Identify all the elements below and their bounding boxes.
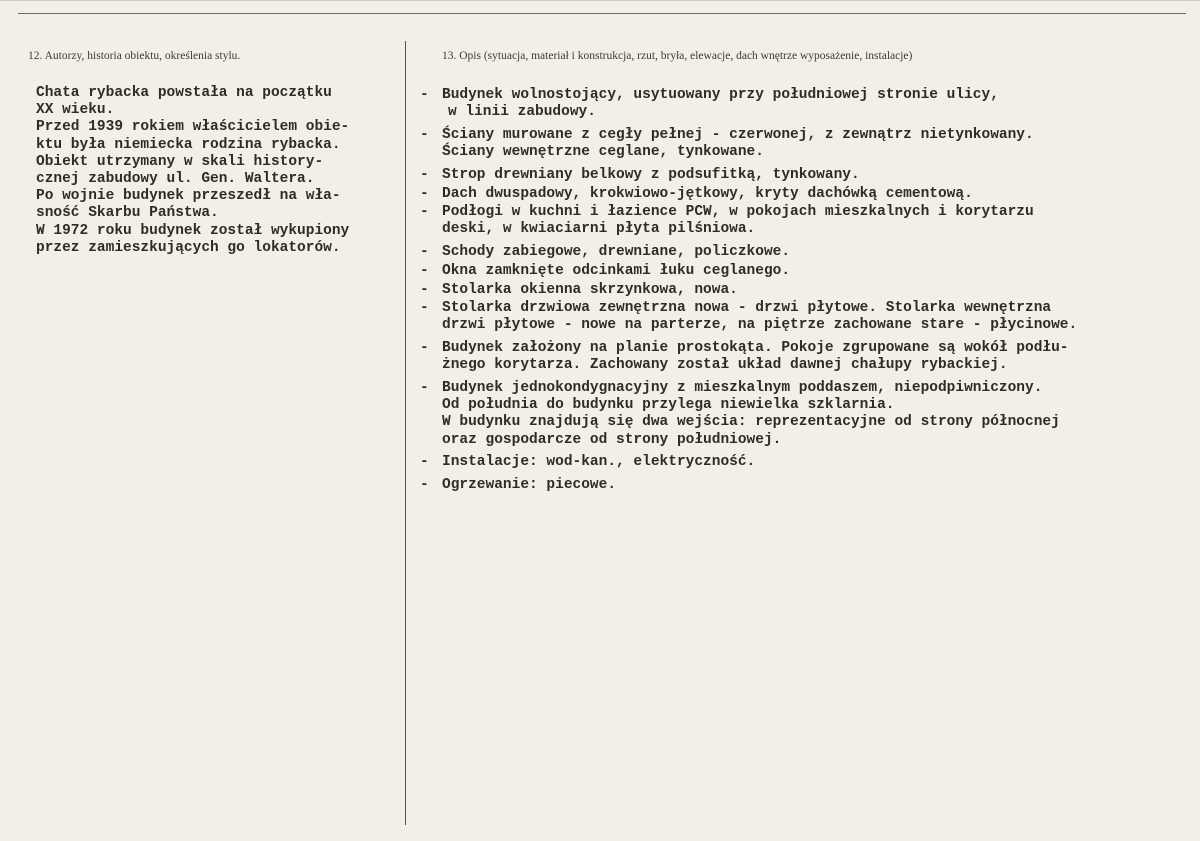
section-12-header: 12. Autorzy, historia obiektu, określenia stylu. bbox=[28, 50, 241, 62]
description-entry bbox=[420, 380, 1190, 449]
entry-line: deski, w kwiaciarni płyta pilśniowa. bbox=[442, 221, 756, 238]
entry-line: żnego korytarza. Zachowany został układ dawnej chałupy rybackiej. bbox=[442, 357, 1008, 374]
dash-bullet: - bbox=[420, 185, 429, 202]
description-entry bbox=[420, 282, 1190, 299]
description-entry bbox=[420, 300, 1190, 334]
description-entry bbox=[420, 454, 1190, 471]
history-line: cznej zabudowy ul. Gen. Waltera. bbox=[36, 171, 315, 188]
history-line: Obiekt utrzymany w skali history- bbox=[36, 153, 324, 170]
entry-line: Strop drewniany belkowy z podsufitką, tynkowany. bbox=[442, 166, 860, 183]
dash-bullet: - bbox=[420, 262, 429, 279]
entry-line: Dach dwuspadowy, krokwiowo-jętkowy, kryty dachówką cementową. bbox=[442, 185, 973, 202]
history-line: XX wieku. bbox=[36, 102, 115, 119]
dash-bullet: - bbox=[420, 166, 429, 183]
entry-line: Od południa do budynku przylega niewielka szklarnia. bbox=[442, 397, 895, 414]
dash-bullet: - bbox=[420, 126, 429, 143]
entry-line: Podłogi w kuchni i łazience PCW, w pokojach mieszkalnych i korytarzu bbox=[442, 204, 1034, 221]
description-entry bbox=[420, 244, 1190, 261]
history-line: ktu była niemiecka rodzina rybacka. bbox=[36, 136, 341, 153]
description-entry bbox=[420, 340, 1190, 374]
dash-bullet: - bbox=[420, 340, 429, 357]
description-entry bbox=[420, 167, 1190, 184]
entry-line: drzwi płytowe - nowe na parterze, na piętrze zachowane stare - płycinowe. bbox=[442, 317, 1078, 334]
history-line: W 1972 roku budynek został wykupiony bbox=[36, 222, 350, 239]
description-entry bbox=[420, 263, 1190, 280]
entry-line: Budynek jednokondygnacyjny z mieszkalnym poddaszem, niepodpiwniczony. bbox=[442, 380, 1043, 397]
entry-line: Stolarka okienna skrzynkowa, nowa. bbox=[442, 281, 738, 298]
dash-bullet: - bbox=[420, 244, 429, 261]
entry-line: Stolarka drzwiowa zewnętrzna nowa - drzwi płytowe. Stolarka wewnętrzna bbox=[442, 300, 1052, 317]
entry-line: Ogrzewanie: piecowe. bbox=[442, 477, 617, 494]
dash-bullet: - bbox=[420, 204, 429, 221]
entry-line: Instalacje: wod-kan., elektryczność. bbox=[442, 454, 756, 471]
entry-line: w linii zabudowy. bbox=[448, 104, 596, 121]
entry-line: Budynek założony na planie prostokąta. Pokoje zgrupowane są wokół podłu- bbox=[442, 340, 1069, 357]
entry-line: oraz gospodarcze od strony południowej. bbox=[442, 431, 782, 448]
column-divider bbox=[405, 41, 406, 825]
entry-line: W budynku znajdują się dwa wejścia: reprezentacyjne od strony północnej bbox=[442, 414, 1060, 431]
entry-line: Budynek wolnostojący, usytuowany przy południowej stronie ulicy, bbox=[442, 87, 999, 103]
dash-bullet: - bbox=[420, 300, 429, 317]
entry-line: Schody zabiegowe, drewniane, policzkowe. bbox=[442, 244, 791, 261]
history-line: Przed 1939 rokiem właścicielem obie- bbox=[36, 119, 350, 136]
dash-bullet: - bbox=[420, 477, 429, 494]
dash-bullet: - bbox=[420, 380, 429, 397]
history-line: Po wojnie budynek przeszedł na wła- bbox=[36, 188, 341, 205]
top-rule bbox=[18, 13, 1186, 14]
entry-line: Okna zamknięte odcinkami łuku ceglanego. bbox=[442, 262, 791, 279]
dash-bullet: - bbox=[420, 87, 429, 103]
description-entry bbox=[420, 87, 1190, 121]
description-entry bbox=[420, 204, 1190, 238]
entry-line: Ściany wewnętrzne ceglane, tynkowane. bbox=[442, 144, 764, 161]
description-entry bbox=[420, 127, 1190, 161]
entry-line: Ściany murowane z cegły pełnej - czerwonej, z zewnątrz nietynkowany. bbox=[442, 126, 1034, 143]
history-line: przez zamieszkujących go lokatorów. bbox=[36, 239, 341, 256]
section-13-header: 13. Opis (sytuacja, materiał i konstrukcja, rzut, bryła, elewacje, dach wnętrze wyposażenie, instalacje) bbox=[442, 50, 913, 62]
history-text bbox=[36, 85, 398, 257]
description-entry bbox=[420, 477, 1190, 494]
history-line: Chata rybacka powstała na początku bbox=[36, 85, 332, 101]
description-list bbox=[420, 87, 1190, 500]
dash-bullet: - bbox=[420, 454, 429, 471]
history-line: sność Skarbu Państwa. bbox=[36, 205, 219, 222]
description-entry bbox=[420, 186, 1190, 203]
dash-bullet: - bbox=[420, 281, 429, 298]
